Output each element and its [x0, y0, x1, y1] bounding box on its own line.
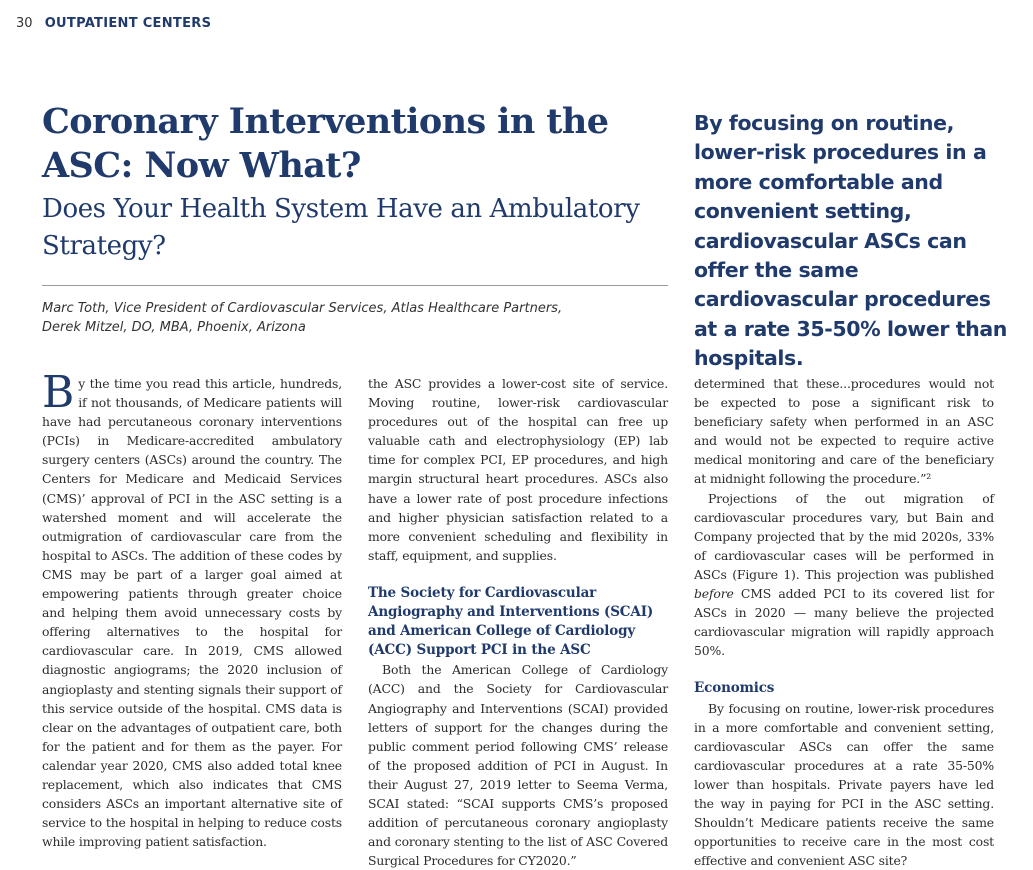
running-header: [16, 16, 211, 31]
title-divider: [42, 285, 668, 286]
page-number: 30: [16, 16, 33, 31]
section-label: OUTPATIENT CENTERS: [45, 16, 212, 31]
section-heading-economics: Economics: [694, 679, 994, 698]
drop-cap: B: [42, 376, 74, 410]
column-2-paragraph-2: Both the American College of Cardiology (ACC) and the Society for Cardiovascular Angiography and Interventions (SCAI) provided letters of support for the changes during the public comment period following CMS’ release of the proposed addition of PCI in August. In their August 27, 2019 letter to Seema Verma, SCAI stated: “SCAI supports CMS’s proposed addition of percutaneous coronary angioplasty and coronary stenting to the list of ASC Covered Surgical Procedures for CY2020.”: [368, 660, 668, 870]
pull-quote: By focusing on routine, lower-risk procedures in a more comfortable and convenient setting, cardiovascular ASCs can offer the same cardiovascular procedures at a rate 35-50% lower than hospitals.: [694, 109, 1014, 374]
author-line-1: Marc Toth, Vice President of Cardiovascular Services, Atlas Healthcare Partners,: [42, 299, 682, 318]
column-3: [694, 374, 994, 870]
column-3-paragraph-1: determined that these...procedures would not be expected to pose a significant risk to beneficiary safety when performed in an ASC and would not be expected to require active medical monitoring and care of the beneficiary at midnight following the procedure.”²: [694, 374, 994, 489]
intro-text: y the time you read this article, hundreds, if not thousands, of Medicare patients will have had percutaneous coronary interventions (PCIs) in Medicare-accredited ambulatory surgery centers (ASCs) around the country. The Centers for Medicare and Medicaid Services (CMS)’ approval of PCI in the ASC setting is a watershed moment and will accelerate the outmigration of cardiovascular care from the hospital to ASCs. The addition of these codes by CMS may be part of a larger goal aimed at empowering patients through greater choice and helping them avoid unnecessary costs by offering alternatives to the hospital for cardiovascular care. In 2019, CMS allowed diagnostic angiograms; the 2020 inclusion of angioplasty and stenting signals their support of this service outside of the hospital. CMS data is clear on the advantages of outpatient care, both for the patient and for them as the payer. For calendar year 2020, CMS also added total knee replacement, which also indicates that CMS considers ASCs an important alternative site of service to the hospital in helping to reduce costs while improving patient satisfaction.: [42, 376, 342, 849]
column-2: [368, 374, 668, 870]
intro-paragraph: [42, 374, 342, 851]
column-2-paragraph-1: the ASC provides a lower-cost site of service. Moving routine, lower-risk cardiovascular procedures out of the hospital can free up valuable cath and electrophysiology (EP) lab time for complex PCI, EP procedures, and high margin structural heart procedures. ASCs also have a lower rate of post procedure infections and higher physician satisfaction related to a more convenient scheduling and flexibility in staff, equipment, and supplies.: [368, 374, 668, 565]
author-byline: [42, 299, 682, 337]
emphasis-before: before: [694, 586, 734, 601]
column-1: [42, 374, 342, 851]
section-heading-scai-acc: The Society for Cardiovascular Angiography and Interventions (SCAI) and American College of Cardiology (ACC) Support PCI in the ASC: [368, 584, 668, 660]
article-subtitle: Does Your Health System Have an Ambulatory Strategy?: [42, 191, 682, 265]
column-3-paragraph-3: By focusing on routine, lower-risk procedures in a more comfortable and convenient setting, cardiovascular ASCs can offer the same cardiovascular procedures at a rate 35-50% lower than hospitals. Private payers have led the way in paying for PCI in the ASC setting. Shouldn’t Medicare patients receive the same opportunities to receive care in the most cost effective and convenient ASC site?: [694, 699, 994, 870]
article-title: Coronary Interventions in the ASC: Now What?: [42, 100, 682, 188]
column-3-paragraph-2: Projections of the out migration of cardiovascular procedures vary, but Bain and Company projected that by the mid 2020s, 33% of cardiovascular cases will be performed in ASCs (Figure 1). This projection was published before CMS added PCI to its covered list for ASCs in 2020 — many believe the projected cardiovascular migration will rapidly approach 50%.: [694, 489, 994, 661]
author-line-2: Derek Mitzel, DO, MBA, Phoenix, Arizona: [42, 318, 682, 337]
